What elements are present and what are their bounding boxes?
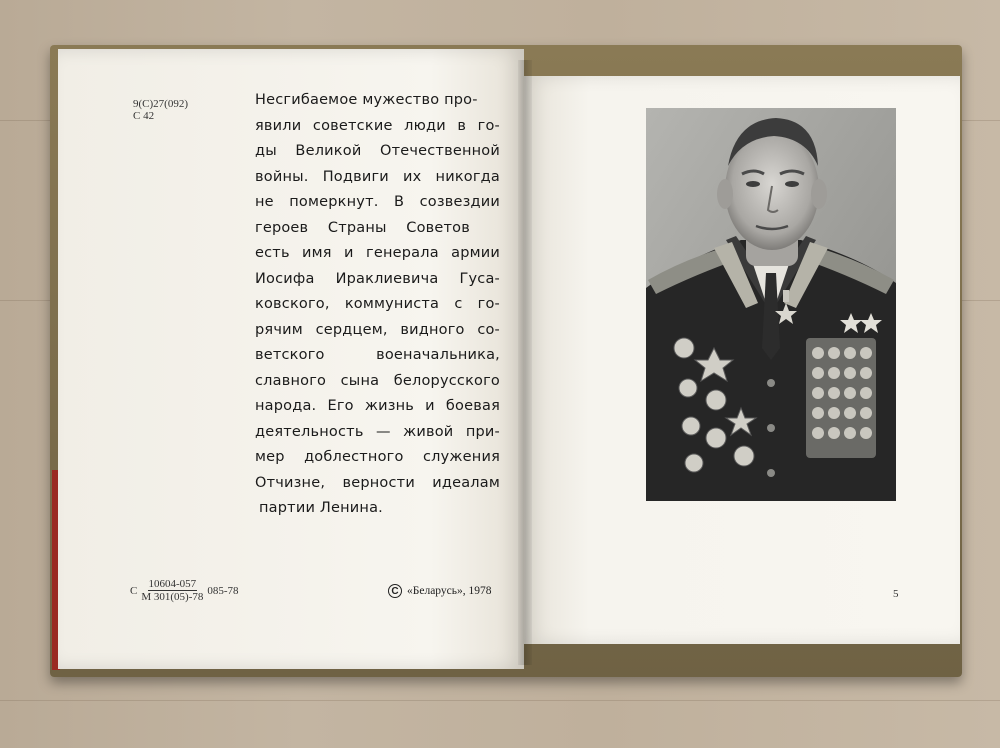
catalog-code-line: 9(С)27(092) bbox=[133, 98, 188, 110]
text-line: Отчизне, верности идеалам bbox=[255, 474, 500, 491]
publisher-name: «Беларусь», 1978 bbox=[407, 585, 492, 597]
text-line: мер доблестного служения bbox=[255, 449, 500, 465]
text-line: деятельность — живой при- bbox=[255, 423, 500, 440]
copyright-line bbox=[388, 584, 492, 598]
text-line: Иосифа Ираклиевича Гуса- bbox=[255, 270, 500, 287]
imprint-prefix: С bbox=[130, 584, 138, 597]
text-line: рячим сердцем, видного со- bbox=[255, 321, 500, 338]
body-paragraph bbox=[255, 88, 500, 522]
text-line: героев Страны Советов bbox=[255, 219, 470, 236]
text-line: народа. Его жизнь и боевая bbox=[255, 398, 500, 414]
catalog-code bbox=[133, 98, 188, 122]
text-line: ветского военачальника, bbox=[255, 347, 500, 363]
text-line: славного сына белорусского bbox=[255, 372, 500, 389]
text-line: есть имя и генерала армии bbox=[255, 245, 500, 261]
catalog-code-line: С 42 bbox=[133, 110, 155, 122]
text-line: Несгибаемое мужество про- bbox=[255, 92, 478, 108]
portrait-photo bbox=[646, 108, 896, 501]
text-line: ковского, коммуниста с го- bbox=[255, 296, 500, 312]
imprint-fraction bbox=[141, 578, 203, 603]
text-line: партии Ленина. bbox=[259, 500, 383, 516]
copyright-icon: C bbox=[388, 584, 402, 598]
page-number: 5 bbox=[893, 588, 899, 600]
imprint-code bbox=[130, 578, 239, 603]
general-portrait-illustration bbox=[646, 108, 896, 501]
text-line: явили советские люди в го- bbox=[255, 117, 500, 134]
book-gutter bbox=[518, 60, 532, 665]
imprint-numerator: 10604-057 bbox=[148, 578, 197, 590]
imprint-denominator: М 301(05)-78 bbox=[141, 591, 204, 603]
text-line: войны. Подвиги их никогда bbox=[255, 168, 500, 185]
text-line: ды Великой Отечественной bbox=[255, 143, 500, 159]
imprint-suffix: 085-78 bbox=[207, 584, 239, 597]
text-line: не померкнут. В созвездии bbox=[255, 194, 500, 210]
